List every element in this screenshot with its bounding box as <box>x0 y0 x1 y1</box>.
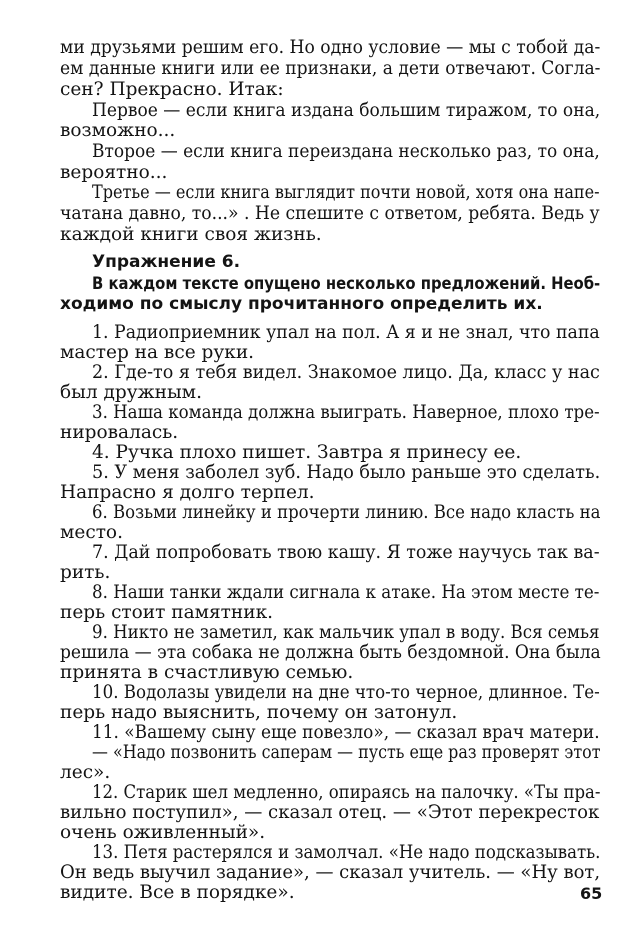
exercise-title: Упражнение 6. <box>92 252 241 272</box>
item-line: нировалась. <box>60 422 179 443</box>
item-line: 7. Дай попробовать твою кашу. Я тоже научусь так ва- <box>92 542 600 563</box>
intro-line: возможно... <box>60 120 176 141</box>
item-line: — «Надо позвонить саперам — пусть еще раз проверят этот <box>92 742 601 763</box>
item-line: рить. <box>60 562 111 583</box>
item-line: место. <box>60 522 123 543</box>
item-line: принята в счастливую семью. <box>60 662 354 683</box>
item-line: перь надо выяснить, почему он затонул. <box>60 702 458 723</box>
item-line: 3. Наша команда должна выиграть. Наверное, плохо тре- <box>92 402 600 423</box>
intro-line: Первое — если книга издана большим тиражом, то она, <box>92 100 601 121</box>
item-line: Он ведь выучил задание», — сказал учитель. — «Ну вот, <box>60 862 601 883</box>
item-line: 10. Водолазы увидели на дне что-то черное, длинное. Те- <box>92 682 600 703</box>
item-line: очень оживленный». <box>60 822 266 843</box>
intro-line: Второе — если книга переиздана несколько раз, то она, <box>92 141 600 162</box>
task-line: В каждом тексте опущено несколько предложений. Необ- <box>92 274 601 294</box>
item-line: перь стоит памятник. <box>60 602 274 623</box>
item-line: 2. Где-то я тебя видел. Знакомое лицо. Да, класс у нас <box>92 362 600 383</box>
item-line: вильно поступил», — сказал отец. — «Этот перекресток <box>60 802 600 823</box>
item-line: решила — эта собака не должна быть бездомной. Она была <box>60 642 601 663</box>
item-line: 5. У меня заболел зуб. Надо было раньше это сделать. <box>92 462 601 483</box>
intro-line: ем данные книги или ее признаки, а дети отвечают. Согла- <box>60 58 601 79</box>
item-line: мастер на все руки. <box>60 342 255 363</box>
page-number: 65 <box>580 884 603 903</box>
item-line: 9. Никто не заметил, как мальчик упал в воду. Вся семья <box>92 622 600 643</box>
intro-line: ми друзьями решим его. Но одно условие — мы с тобой да- <box>60 37 601 58</box>
intro-line: вероятно... <box>60 162 168 183</box>
task-line: ходимо по смыслу прочитанного определить их. <box>60 294 543 314</box>
item-line: Напрасно я долго терпел. <box>60 482 315 503</box>
item-line: 4. Ручка плохо пишет. Завтра я принесу ее. <box>92 442 522 463</box>
item-line: видите. Все в порядке». <box>60 882 295 903</box>
intro-line: чатана давно, то...» . Не спешите с ответом, ребята. Ведь у <box>60 203 600 224</box>
intro-line: сен? Прекрасно. Итак: <box>60 79 284 100</box>
item-line: 8. Наши танки ждали сигнала к атаке. На этом месте те- <box>92 582 600 603</box>
item-line: 6. Возьми линейку и прочерти линию. Все надо класть на <box>92 502 601 523</box>
intro-line: Третье — если книга выглядит почти новой, хотя она напе- <box>92 182 600 203</box>
item-line: был дружным. <box>60 382 202 403</box>
item-line: 11. «Вашему сыну еще повезло», — сказал врач матери. <box>92 722 600 743</box>
item-line: 13. Петя растерялся и замолчал. «Не надо подсказывать. <box>92 842 601 863</box>
item-line: 12. Старик шел медленно, опираясь на палочку. «Ты пра- <box>92 782 601 803</box>
item-line: 1. Радиоприемник упал на пол. А я и не знал, что папа <box>92 322 600 343</box>
intro-line: каждой книги своя жизнь. <box>60 224 322 245</box>
item-line: лес». <box>60 762 111 783</box>
